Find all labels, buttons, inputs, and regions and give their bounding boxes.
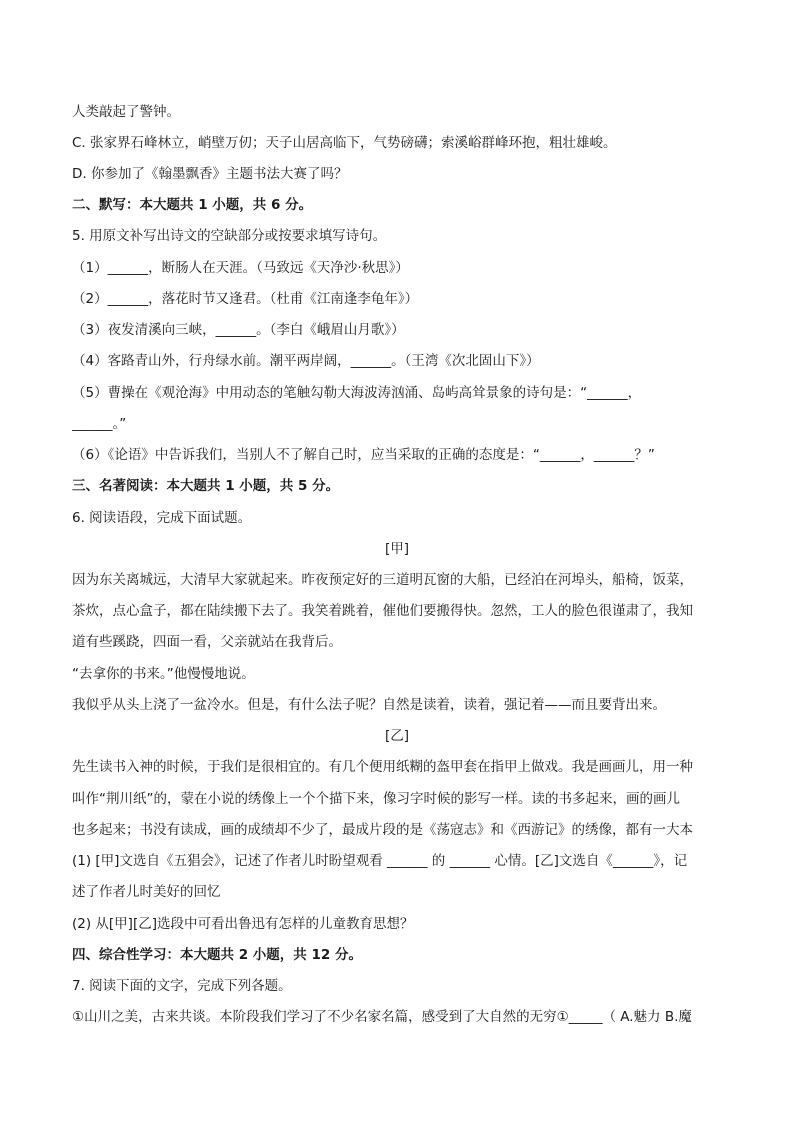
section-heading-comprehensive: 四、综合性学习：本大题共 2 小题，共 12 分。 [72,947,362,963]
text-line: 人类敲起了警钟。 [72,104,180,120]
passage-yi-line: 也多起来；书没有读成，画的成绩却不少了，最成片段的是《荡寇志》和《西游记》的绣像，都有一大本 [72,822,693,838]
section-heading-dictation: 二、默写：本大题共 1 小题，共 6 分。 [72,197,313,213]
q5-item-6: （6）《论语》中告诉我们，当别人不了解自己时，应当采取的正确的态度是：“______，______？” [72,447,655,463]
q5-item-1: （1）______，断肠人在天涯。（马致远《天净沙·秋思》） [72,260,409,276]
q5-item-5-cont: ______。” [72,416,127,432]
passage-jia-line: 茶炊，点心盒子，都在陆续搬下去了。我笑着跳着，催他们要搬得快。忽然，工人的脸色很谨肃了，我知 [72,603,693,619]
passage-jia-line: “去拿你的书来。”他慢慢地说。 [72,666,255,682]
q5-item-3: （3）夜发清溪向三峡，______。（李白《峨眉山月歌》） [72,322,405,338]
option-c: C. 张家界石峰林立，峭壁万仞；天子山居高临下，气势磅礴；索溪峪群峰环抱，粗壮雄峻。 [72,135,617,151]
q6-sub-1-cont: 述了作者儿时美好的回忆 [72,884,221,900]
passage-yi-label: [乙] [384,728,410,744]
q5-item-5: （5）曹操在《观沧海》中用动态的笔触勾勒大海波涛汹涌、岛屿高耸景象的诗句是：“______， [72,385,642,401]
q5-item-2: （2）______，落花时节又逢君。（杜甫《江南逢李龟年》） [72,291,419,307]
q6-sub-1: (1) [甲]文选自《五猖会》，记述了作者儿时盼望观看 ______ 的 ______ 心情。[乙]文选自《______》，记 [72,853,688,869]
section-heading-classics: 三、名著阅读：本大题共 1 小题，共 5 分。 [72,478,340,494]
passage-jia-line: 道有些蹊跷，四面一看，父亲就站在我背后。 [72,634,342,650]
q7-text-line: ①山川之美，古来共谈。本阶段我们学习了不少名家名篇，感受到了大自然的无穷①_____（ A.魅力 B.魔 [72,1009,692,1025]
passage-jia-line: 因为东关离城远，大清早大家就起来。昨夜预定好的三道明瓦窗的大船，已经泊在河埠头，船椅，饭菜， [72,572,693,588]
question-7: 7. 阅读下面的文字，完成下列各题。 [72,978,292,994]
q6-sub-2: (2) 从[甲][乙]选段中可看出鲁迅有怎样的儿童教育思想？ [72,916,414,932]
q5-item-4: （4）客路青山外，行舟绿水前。潮平两岸阔，______。（王湾《次北固山下》） [72,353,540,369]
passage-yi-line: 叫作“荆川纸”的，蒙在小说的绣像上一个个描下来，像习字时候的影写一样。读的书多起来，画的画儿 [72,791,680,807]
passage-jia-line: 我似乎从头上浇了一盆冷水。但是，有什么法子呢？自然是读着，读着，强记着——而且要背出来。 [72,697,666,713]
question-5: 5. 用原文补写出诗文的空缺部分或按要求填写诗句。 [72,228,387,244]
question-6: 6. 阅读语段，完成下面试题。 [72,510,252,526]
passage-yi-line: 先生读书入神的时候，于我们是很相宜的。有几个便用纸糊的盔甲套在指甲上做戏。我是画画儿，用一种 [72,759,693,775]
passage-jia-label: [甲] [384,541,410,557]
option-d: D. 你参加了《翰墨飘香》主题书法大赛了吗？ [72,166,348,182]
